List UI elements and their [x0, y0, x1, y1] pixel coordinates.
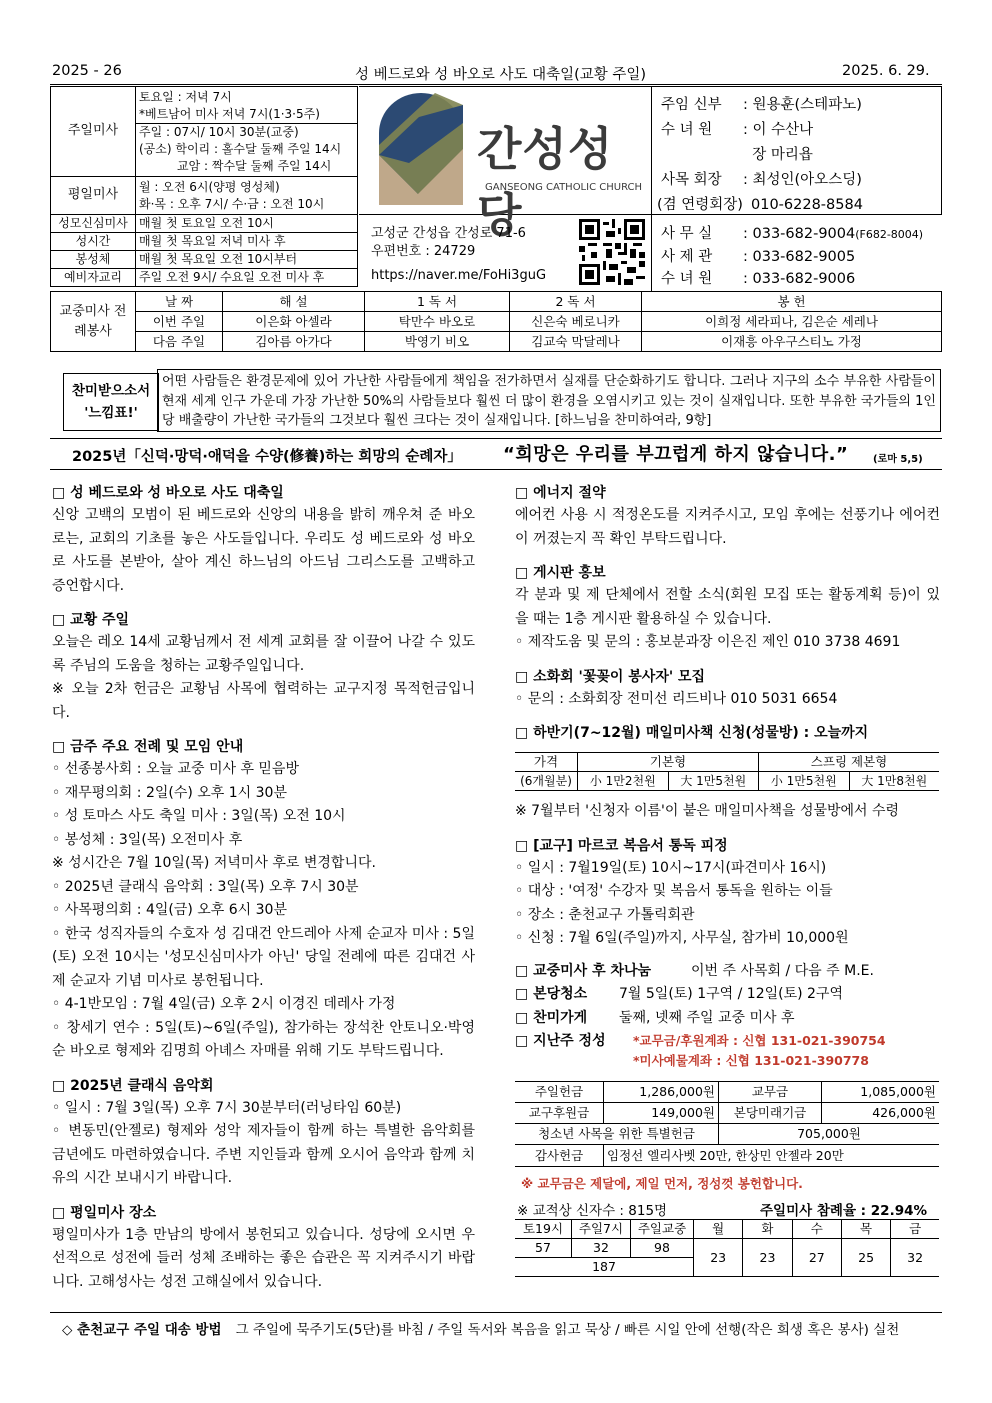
section-title: □ 에너지 절약: [515, 485, 606, 501]
price-cell: 小 1만5천원: [759, 772, 850, 791]
liturgy-cell: 이번 주일: [136, 312, 223, 332]
list-item: ◦ 선종봉사회 : 오늘 교중 미사 후 믿음방: [52, 761, 299, 777]
list-item: ◦ 한국 성직자들의 수호자 성 김대건 안드레아 사제 순교자 미사 : 5일(토) 오전 10시는 '성모신심미사가 아닌' 당일 전례에 따른 김대건 사제 순교자 기념 미사로 봉헌됩니다.: [52, 925, 475, 989]
liturgy-cell: 이희정 세라피나, 김은순 세레나: [642, 312, 942, 332]
right-column: [515, 474, 940, 744]
price-cell: 小 1만2천원: [578, 772, 669, 791]
address-box: [359, 213, 652, 291]
list-item: ◦ 창세기 연수 : 5일(토)~6일(주일), 참가하는 장석찬 안토니오·박영순 바오로 형제와 김명희 아녜스 자매를 위해 기도 부탁드립니다.: [52, 1019, 475, 1059]
list-item: ◦ 4-1반모임 : 7월 4일(금) 오후 2시 이경진 데레사 가정: [52, 996, 396, 1012]
attendance-header: 화: [743, 1220, 792, 1239]
qr-code-icon[interactable]: [579, 219, 645, 285]
price-header: 기본형: [578, 753, 759, 772]
liturgy-cell: 이은화 아셀라: [223, 312, 365, 332]
footer-rule: [50, 1312, 942, 1313]
price-header: 스프링 제본형: [759, 753, 939, 772]
liturgy-cell: 김아름 아가다: [223, 332, 365, 352]
page-title: 성 베드로와 성 바오로 사도 대축일(교황 주일): [355, 67, 647, 83]
offering-value: 426,000원: [822, 1103, 940, 1124]
section-text: 신앙 고백의 모범이 된 베드로와 신앙의 내용을 밝히 깨우쳐 준 바오로는, 교회의 기초를 놓은 사도들입니다. 우리도 성 베드로와 성 바오로 사도를 본받아, 살아 계신 하느님의 아드님 그리스도를 고백하고 증언합시다.: [52, 507, 475, 594]
weekday-label: 평일미사: [51, 177, 136, 215]
list-item: ◦ 신청 : 7월 6일(주일)까지, 사무실, 참가비 10,000원: [515, 930, 849, 946]
left-column: [52, 474, 475, 1294]
attendance-value: 27: [792, 1239, 841, 1277]
section-title: □ 소화회 '꽃꽂이 봉사자' 모집: [515, 668, 706, 685]
thanks-offering-label: 감사헌금: [515, 1145, 604, 1167]
attendance-header: 목: [841, 1220, 890, 1239]
footer-note: ◇ 춘천교구 주일 대송 방법 그 주일에 묵주기도(5단)를 바침 / 주일 독서와 복음을 읽고 묵상 / 빠른 시일 안에 선행(작은 희생 혹은 봉사) 실천: [62, 1322, 900, 1338]
attendance-value: 23: [743, 1239, 792, 1277]
contact-box: [651, 213, 941, 291]
schedule-row-value: 매월 첫 목요일 저녁 미사 후: [136, 233, 358, 251]
giving-header: □ 지난주 정성 *교무금/후원계좌 : 신협 131-021-390754: [515, 1033, 886, 1049]
offering-value: 149,000원: [604, 1103, 719, 1124]
section-contact: ◦ 문의 : 소화회장 전미선 리드비나 010 5031 6654: [515, 690, 838, 707]
liturgy-cell: 다음 주일: [136, 332, 223, 352]
offering-value: 1,085,000원: [822, 1082, 940, 1103]
issue-date: 2025. 6. 29.: [842, 63, 930, 79]
sunday-label: 주일미사: [51, 87, 136, 177]
list-item: ◦ 대상 : '여정' 수강자 및 복음서 통독을 원하는 이들: [515, 883, 833, 899]
offering-label: 본당미래기금: [719, 1103, 822, 1124]
section-note: ※ 7월부터 '신청자 이름'이 붙은 매일미사책을 성물방에서 수령: [515, 803, 900, 819]
offering-label: 주일헌금: [515, 1082, 604, 1103]
offering-label: 교구후원금: [515, 1103, 604, 1124]
attendance-total: 187: [515, 1258, 694, 1277]
staff-box: [651, 86, 942, 215]
liturgy-cell: 박영기 비오: [365, 332, 510, 352]
section-title: □ 게시판 홍보: [515, 565, 606, 581]
schedule-row-label: 성시간: [51, 233, 136, 251]
list-item: ◦ 재무평의회 : 2일(수) 오후 1시 30분: [52, 784, 287, 801]
attendance-table: [515, 1219, 939, 1277]
issue-number: 2025 - 26: [52, 63, 122, 79]
offering-table: [515, 1081, 939, 1167]
schedule-row-label: 예비자교리: [51, 269, 136, 287]
jubilee-ref: (로마 5,5): [873, 454, 923, 465]
youth-offering-label: 청소년 사목을 위한 특별헌금: [515, 1124, 719, 1145]
offering-label: 교무금: [719, 1082, 822, 1103]
list-item: ◦ 사목평의회 : 4일(금) 오후 6시 30분: [52, 902, 287, 918]
attendance-header: 수: [792, 1220, 841, 1239]
misc-notices: □ 교중미사 후 차나눔 이번 주 사목회 / 다음 주 M.E. □ 본당청소 7월 5일(토) 1구역 / 12일(토) 2구역 □ 찬미가게 둘째, 넷째 주일 교중 미사 후: [515, 962, 874, 1026]
section-note: ※ 오늘 2차 헌금은 교황님 사목에 협력하는 교구지정 목적헌금입니다.: [52, 681, 475, 721]
mass-account: *미사예물계좌 : 신협 131-021-390778: [633, 1053, 869, 1068]
section-title: □ 교황 주일: [52, 612, 130, 628]
banner-rule-top: [50, 438, 942, 439]
address-line: 고성군 간성읍 간성로 71-6: [371, 226, 526, 241]
schedule-row-value: 주일 오전 9시/ 수요일 오전 미사 후: [136, 269, 358, 287]
liturgy-header: 봉 헌: [642, 292, 942, 312]
schedule-row-label: 봉성체: [51, 251, 136, 269]
schedule-table: [50, 86, 358, 287]
right-column-lower: [515, 800, 940, 1070]
liturgy-cell: 김교숙 막달레나: [510, 332, 642, 352]
youth-offering-value: 705,000원: [719, 1124, 940, 1145]
section-title: □ 2025년 클래식 음악회: [52, 1077, 214, 1094]
postal-code: 우편번호 : 24729: [371, 244, 476, 259]
attendance-header: 주일7시: [572, 1220, 631, 1239]
list-item: ◦ 봉성체 : 3일(목) 오전미사 후: [52, 831, 243, 848]
attendance-header: 주일교중: [631, 1220, 694, 1239]
list-item: ◦ 변동민(안젤로) 형제와 성악 제자들이 함께 하는 특별한 음악회를 금년에도 마련하였습니다. 주변 지인들과 함께 오시어 음악과 함께 치유의 시간 보내시기 바랍니다.: [52, 1123, 475, 1186]
list-item: ◦ 장소 : 춘천교구 가톨릭회관: [515, 906, 695, 923]
list-item: ◦ 일시 : 7월19일(토) 10시~17시(파견미사 16시): [515, 859, 827, 876]
header-rule: [50, 84, 942, 85]
jubilee-title: 2025년「신덕·망덕·애덕을 수양(修養)하는 희망의 순례자」: [72, 449, 462, 465]
liturgy-label: 교중미사 전례봉사: [51, 292, 136, 352]
liturgy-header: 해 설: [223, 292, 365, 312]
church-url[interactable]: https://naver.me/FoHi3guG: [371, 268, 547, 283]
staff-list: 주임 신부 : 원용훈(스테파노) 수 녀 원 : 이 수산나 장 마리욥 사목 회장 : 최성인(아오스딩) (겸 연령회장) 010-6228-8584: [657, 97, 863, 213]
church-wordmark-sub: GANSEONG CATHOLIC CHURCH: [485, 182, 643, 193]
offering-value: 1,286,000원: [604, 1082, 719, 1103]
schedule-row-value: 매월 첫 목요일 오전 10시부터: [136, 251, 358, 269]
price-label: (6개월분): [515, 772, 578, 791]
schedule-row-label: 성모신심미사: [51, 215, 136, 233]
section-title: □ 성 베드로와 성 바오로 사도 대축일: [52, 485, 284, 501]
section-title: □ [교구] 마르코 복음서 통독 피정: [515, 837, 728, 854]
section-title: □ 평일미사 장소: [52, 1204, 157, 1221]
praise-text: 어떤 사람들은 환경문제에 있어 가난한 사람들에게 책임을 전가하면서 실재를 단순화하기도 합니다. 그러나 지구의 소수 부유한 사람들이 현재 세계 인구 가운데 가장 가난한 50%의 사람들보다 훨씬 더 많이 환경을 오염시키고 있는 것이 실재입니다. 또한 부유한 국가들의 1인당 배출량이 가난한 국가들의 그것보다 훨씬 크다는 것이 실재입니다. [하느님을 찬미하여라, 9항]: [157, 369, 941, 432]
section-text: 각 분과 및 제 단체에서 전할 소식(회원 모집 또는 활동계획 등)이 있을 때는 1층 게시판 활용하실 수 있습니다.: [515, 587, 940, 627]
missal-price-table: [515, 752, 939, 791]
liturgy-header: 1 독 서: [365, 292, 510, 312]
section-text: 에어컨 사용 시 적정온도를 지켜주시고, 모임 후에는 선풍기나 에어컨이 꺼졌는지 꼭 확인 부탁드립니다.: [515, 507, 940, 547]
section-title: □ 하반기(7~12월) 매일미사책 신청(성물방) : 오늘까지: [515, 725, 869, 741]
section-text: 평일미사가 1층 만남의 방에서 봉헌되고 있습니다. 성당에 오시면 우선적으로 성전에 들러 성체 조배하는 좋은 습관은 꼭 지켜주시기 바랍니다. 고해성사는 성전 고해실에서 있습니다.: [52, 1226, 475, 1290]
price-cell: 大 1만5천원: [668, 772, 759, 791]
liturgy-cell: 신은숙 베로니카: [510, 312, 642, 332]
liturgy-header: 날 짜: [136, 292, 223, 312]
thanks-offering-value: 임정선 엘리사벳 20만, 한상민 안젤라 20만: [604, 1145, 940, 1167]
weekday-times: 월 : 오전 6시(양평 영성체) 화·목 : 오후 7시/ 수·금 : 오전 10시: [136, 177, 358, 215]
jubilee-quote: “희망은 우리를 부끄럽게 하지 않습니다.”: [503, 444, 849, 465]
attendance-rate: 주일미사 참례율 : 22.94%: [760, 1203, 928, 1219]
section-text: 오늘은 레오 14세 교황님께서 전 세계 교회를 잘 이끌어 나갈 수 있도록 주님의 도움을 청하는 교황주일입니다.: [52, 634, 475, 674]
schedule-row-value: 매월 첫 토요일 오전 10시: [136, 215, 358, 233]
member-count: ※ 교적상 신자수 : 815명: [517, 1203, 668, 1219]
attendance-header: 토19시: [515, 1220, 572, 1239]
praise-label-box: 찬미받으소서 '느낌표!': [63, 373, 159, 431]
attendance-value: 25: [841, 1239, 890, 1277]
price-cell: 大 1만8천원: [849, 772, 939, 791]
list-item: ◦ 성 토마스 사도 축일 미사 : 3일(목) 오전 10시: [52, 808, 346, 824]
liturgy-cell: 이재흥 아우구스티노 가정: [642, 332, 942, 352]
liturgy-table: [50, 291, 942, 352]
section-contact: ◦ 제작도움 및 문의 : 홍보분과장 이은진 제인 010 3738 4691: [515, 634, 901, 650]
list-item: ※ 성시간은 7월 10일(목) 저녁미사 후로 변경합니다.: [52, 855, 376, 871]
banner-rule-bottom: [50, 469, 942, 470]
church-logo-icon: [379, 93, 463, 205]
attendance-header: 월: [694, 1220, 743, 1239]
attendance-value: 32: [572, 1239, 631, 1258]
liturgy-cell: 탁만수 바오로: [365, 312, 510, 332]
list-item: ◦ 2025년 클래식 음악회 : 3일(목) 오후 7시 30분: [52, 878, 359, 895]
attendance-value: 57: [515, 1239, 572, 1258]
attendance-value: 32: [891, 1239, 939, 1277]
attendance-header: 금: [891, 1220, 939, 1239]
section-title: □ 금주 주요 전례 및 모임 안내: [52, 739, 244, 755]
contact-list: 사 무 실 : 033-682-9004(F682-8004) 사 제 관 : 033-682-9005 수 녀 원 : 033-682-9006: [661, 226, 924, 287]
tithe-note: ※ 교무금은 제달에, 제일 먼저, 정성껏 봉헌합니다.: [521, 1176, 803, 1191]
attendance-value: 23: [694, 1239, 743, 1277]
attendance-value: 98: [631, 1239, 694, 1258]
liturgy-header: 2 독 서: [510, 292, 642, 312]
sunday-times: 토요일 : 저녁 7시 *베트남어 미사 저녁 7시(1·3·5주) 주일 : 07시/ 10시 30분(교중) (공소) 학이리 : 홀수달 둘째 주일 14시 교암 : 짝수달 둘째 주일 14시: [136, 87, 358, 177]
price-label: 가격: [515, 753, 578, 772]
list-item: ◦ 일시 : 7월 3일(목) 오후 7시 30분부터(러닝타임 60분): [52, 1099, 402, 1116]
church-wordmark: 간성성당: [477, 122, 614, 242]
